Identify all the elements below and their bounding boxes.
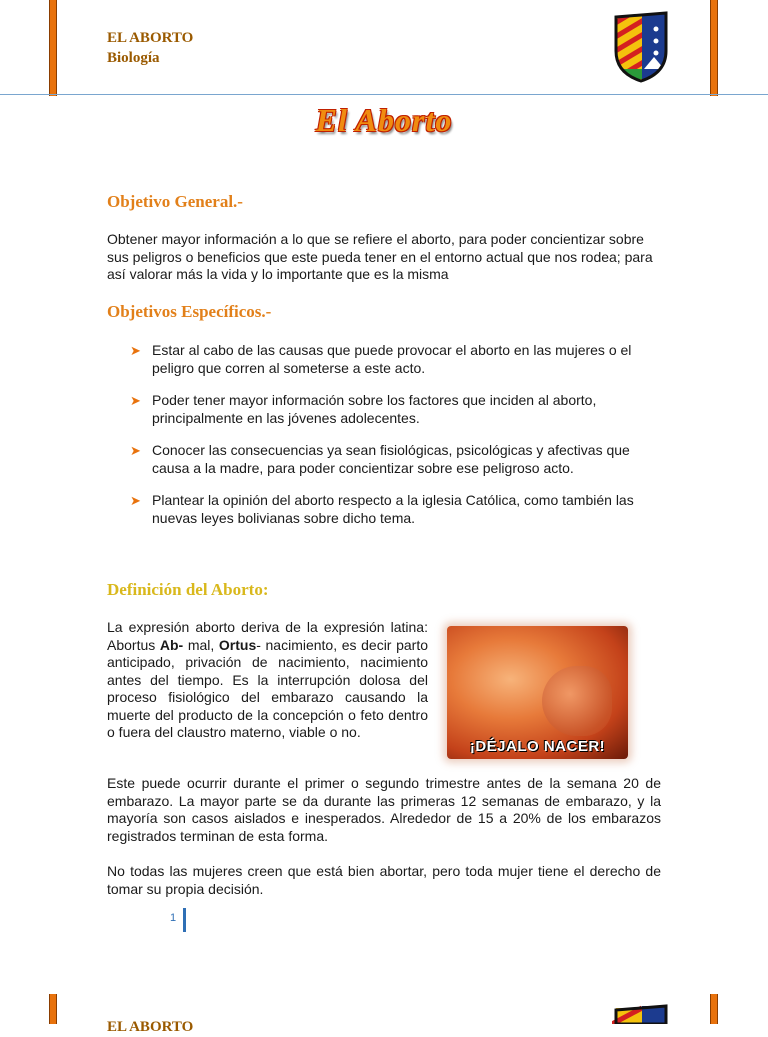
page-number-bar [183,908,186,932]
header-bar-left [49,0,57,96]
list-item: ➤ Plantear la opinión del aborto respecto a la iglesia Católica, como también las nuevas leyes bolivianas sobre dicho tema. [130,492,634,526]
footer-bar-left [49,994,57,1024]
list-item: ➤ Poder tener mayor información sobre los factores que inciden al aborto, principalmente en las jóvenes adolecentes. [130,392,597,426]
arrow-bullet-icon: ➤ [130,343,141,358]
arrow-bullet-icon: ➤ [130,393,141,408]
school-crest-icon-next-page [612,1004,670,1029]
list-item: ➤ Conocer las consecuencias ya sean fisiológicas, psicológicas y afectivas que causa a la madre, para poder concientizar sobre ese peligroso acto. [130,442,630,476]
image-caption: ¡DÉJALO NACER! [469,738,606,755]
heading-objetivos-especificos: Objetivos Específicos.- [107,302,272,321]
list-item: ➤ Estar al cabo de las causas que puede provocar el aborto en las mujeres o el peligro que corren al someterse a este acto. [130,342,632,376]
school-crest-icon [612,11,670,88]
definicion-paragraph-1: La expresión aborto deriva de la expresión latina: Abortus Ab- mal, Ortus- nacimiento, es decir parto anticipado, privación de nacimiento, nacimiento antes del tiempo. Es la interrupción dolosa del proceso fisiológico del embarazo causando la muerte del producto de la concepción o feto dentro o fuera del claustro materno, viable o no. [107,619,428,740]
objetivos-list [130,342,665,542]
objetivo-general-text: Obtener mayor información a lo que se refiere el aborto, para poder concientizar sobre sus peligros o beneficios que este pueda tener en el entorno actual que nos rodea; para así valorar más la vida y lo importante que es la misma [107,231,653,282]
definicion-paragraph-2: Este puede ocurrir durante el primer o segundo trimestre antes de la semana 20 de embarazo. La mayor parte se da durante las primeras 12 semanas de embarazo, y la mayoría son casos aislados e inesperados. Alrededor de 15 a 20% de los embarazos registrados terminan de esta forma. [107,775,661,844]
arrow-bullet-icon: ➤ [130,443,141,458]
header-bar-right [710,0,718,96]
header-subtitle: Biología [107,50,160,66]
header-title: EL ABORTO [107,30,194,46]
page-number: 1 [170,912,177,924]
image-hand-shape [542,666,612,736]
footer-bar-right [710,994,718,1024]
definicion-paragraph-3: No todas las mujeres creen que está bien abortar, pero toda mujer tiene el derecho de tomar su propia decisión. [107,863,661,897]
next-page-header-title: EL ABORTO [107,1019,194,1035]
arrow-bullet-icon: ➤ [130,493,141,508]
document-title: El Aborto [315,102,453,138]
header-rule [0,94,768,95]
dejalo-nacer-image [447,626,628,759]
heading-objetivo-general: Objetivo General.- [107,192,243,211]
heading-definicion: Definición del Aborto: [107,580,269,599]
